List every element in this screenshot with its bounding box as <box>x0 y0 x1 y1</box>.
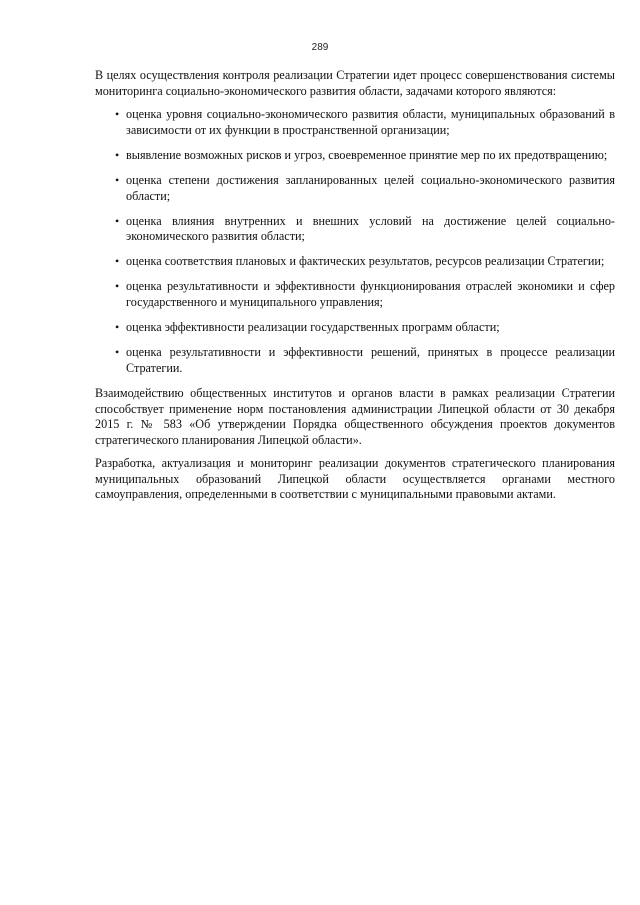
list-item <box>95 148 615 164</box>
bullet-icon: • <box>115 345 120 360</box>
intro-paragraph: В целях осуществления контроля реализации Стратегии идет процесс совершенствования системы мониторинга социально-экономического развития области, задачами которого являются: <box>95 68 615 98</box>
bullet-icon: • <box>115 172 120 187</box>
list-item-text: оценка результативности и эффективности функционирования отраслей экономики и сфер государственного и муниципального управления; <box>126 279 615 310</box>
list-item <box>95 107 615 138</box>
list-item-text: оценка эффективности реализации государственных программ области; <box>126 320 500 335</box>
municipal-planning-paragraph: Разработка, актуализация и мониторинг реализации документов стратегического планирования муниципальных образований Липецкой области осуществляется органами местного самоуправления, определенными в соответствии с муниципальными правовыми актами. <box>95 456 615 502</box>
list-item <box>95 254 615 270</box>
bullet-icon: • <box>115 320 120 335</box>
list-item <box>95 214 615 245</box>
list-item <box>95 279 615 310</box>
list-item-text: оценка степени достижения запланированных целей социально-экономического развития области; <box>126 172 615 203</box>
bullet-icon: • <box>115 254 120 269</box>
monitoring-tasks-list <box>95 107 615 376</box>
list-item <box>95 345 615 376</box>
bullet-icon: • <box>115 147 120 162</box>
list-item-text: оценка уровня социально-экономического развития области, муниципальных образований в зависимости от их функции в пространственной организации; <box>126 107 615 137</box>
document-body <box>95 68 615 511</box>
list-item-text: оценка соответствия плановых и фактических результатов, ресурсов реализации Стратегии; <box>126 254 605 269</box>
page-number: 289 <box>311 42 329 53</box>
list-item-text: выявление возможных рисков и угроз, своевременное принятие мер по их предотвращению; <box>126 147 608 162</box>
list-item <box>95 320 615 336</box>
list-item-text: оценка влияния внутренних и внешних условий на достижение целей социально-экономического развития области; <box>126 213 615 244</box>
list-item <box>95 173 615 204</box>
list-item-text: оценка результативности и эффективности решений, принятых в процессе реализации Стратегии. <box>126 345 615 375</box>
bullet-icon: • <box>115 107 120 122</box>
bullet-icon: • <box>115 213 120 228</box>
bullet-icon: • <box>115 279 120 294</box>
interaction-paragraph: Взаимодействию общественных институтов и органов власти в рамках реализации Стратегии способствует применение норм постановления администрации Липецкой области от 30 декабря 2015 г. № 583 «Об утверждении Порядка общественного обсуждения проектов документов стратегического планирования Липецкой области». <box>95 385 615 447</box>
